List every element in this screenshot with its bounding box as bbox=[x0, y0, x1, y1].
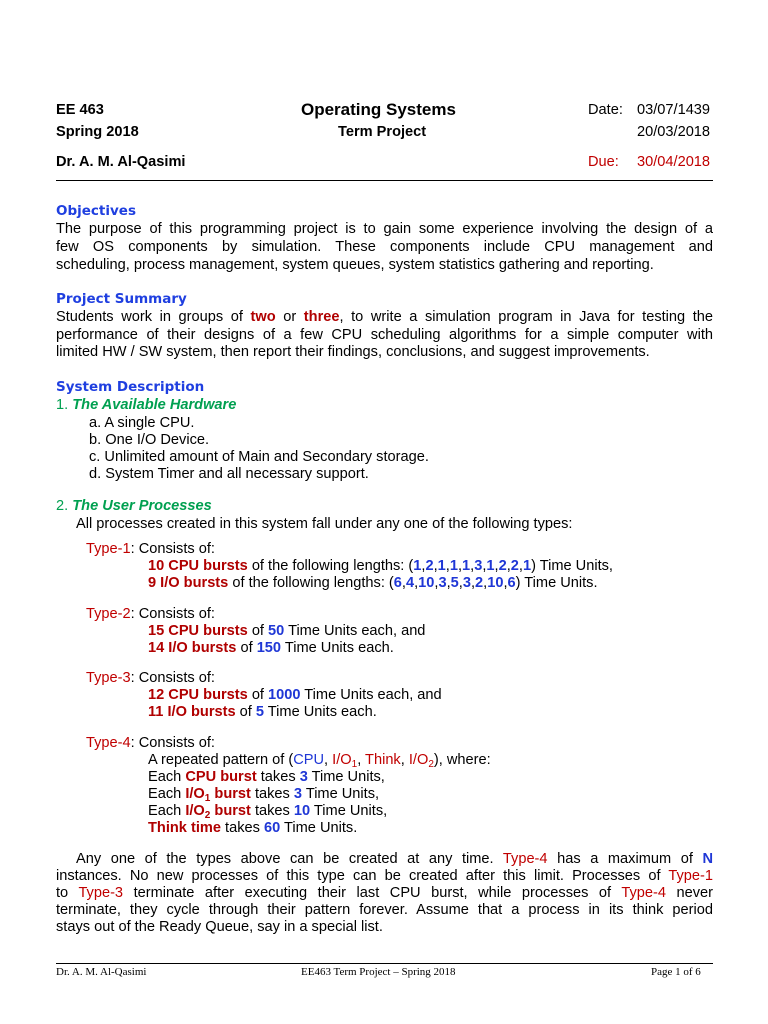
closing-line: terminate, they cycle through their pattern forever. Assume that a process in its think period bbox=[56, 902, 713, 918]
burst-length-value: 1 bbox=[413, 558, 422, 574]
closing-line: stays out of the Ready Queue, say in a special list. bbox=[56, 919, 383, 935]
type4-io2-line: Each $I/O_2$ burst takes 10 Time Units, bbox=[148, 803, 388, 821]
burst-length-value: 6 bbox=[507, 575, 516, 591]
footer-rule bbox=[56, 963, 713, 964]
hardware-item: b. One I/O Device. bbox=[89, 432, 210, 448]
burst-length-value: 3 bbox=[462, 575, 471, 591]
burst-length-value: 10 bbox=[418, 575, 435, 591]
hardware-item: c. Unlimited amount of Main and Secondary storage. bbox=[89, 449, 429, 465]
group-two: two bbox=[250, 309, 276, 325]
footer-title: EE463 Term Project – Spring 2018 bbox=[301, 966, 456, 978]
hardware-item: d. System Timer and all necessary support. bbox=[89, 466, 369, 482]
user-processes-heading: 2. The User Processes bbox=[56, 498, 212, 514]
burst-length-value: 2 bbox=[510, 558, 519, 574]
type3-heading: Type-3: Consists of: bbox=[86, 670, 215, 686]
burst-length-value: 1 bbox=[449, 558, 458, 574]
burst-length-value: 1 bbox=[437, 558, 446, 574]
summary-line: limited HW / SW system, then report their findings, conclusions, and suggest improvements. bbox=[56, 344, 650, 360]
type1-cpu-line: 10 CPU bursts of the following lengths: (1,2,1,1,1,3,1,2,2,1) Time Units, bbox=[148, 558, 613, 574]
term: Spring 2018 bbox=[56, 124, 139, 140]
type1-heading: Type-1: Consists of: bbox=[86, 541, 215, 557]
burst-length-value: 6 bbox=[393, 575, 402, 591]
closing-line: instances. No new processes of this type can be created after this limit. Processes of Type-1 bbox=[56, 868, 713, 884]
instructor: Dr. A. M. Al-Qasimi bbox=[56, 154, 186, 170]
summary-line: performance of their designs of a few CPU scheduling algorithms for a simple computer with bbox=[56, 327, 713, 343]
course-code: EE 463 bbox=[56, 102, 104, 118]
burst-length-value: 10 bbox=[487, 575, 504, 591]
burst-length-value: 2 bbox=[498, 558, 507, 574]
summary-line: Students work in groups of two or three, to write a simulation program in Java for testing the bbox=[56, 309, 714, 325]
hardware-heading: 1. The Available Hardware bbox=[56, 397, 237, 413]
header-rule bbox=[56, 180, 713, 181]
user-processes-intro: All processes created in this system fall under any one of the following types: bbox=[76, 516, 573, 532]
type1-io-line: 9 I/O bursts of the following lengths: (6,4,10,3,5,3,2,10,6) Time Units. bbox=[148, 575, 598, 591]
summary-heading: Project Summary bbox=[56, 291, 187, 307]
type4-cpu-line: Each CPU burst takes 3 Time Units, bbox=[148, 769, 385, 785]
type3-cpu-line: 12 CPU bursts of 1000 Time Units each, and bbox=[148, 687, 442, 703]
burst-length-value: 1 bbox=[486, 558, 495, 574]
burst-length-value: 2 bbox=[475, 575, 484, 591]
closing-line: Any one of the types above can be created at any time. Type-4 has a maximum of N bbox=[76, 851, 713, 867]
footer-page-number: Page 1 of 6 bbox=[651, 966, 701, 978]
due-label: Due: bbox=[588, 154, 619, 170]
date-hijri: 03/07/1439 bbox=[637, 102, 711, 118]
document-title: Operating Systems bbox=[301, 100, 456, 119]
date-gregorian: 20/03/2018 bbox=[637, 124, 711, 140]
date-label: Date: bbox=[588, 102, 623, 118]
objectives-line: scheduling, process management, system queues, system statistics gathering and reporting. bbox=[56, 257, 654, 273]
type4-pattern: A repeated pattern of (CPU, $I/O_1$, Think, $I/O_2$), where: bbox=[148, 752, 491, 770]
type4-think-line: Think time takes 60 Time Units. bbox=[148, 820, 358, 836]
type2-cpu-line: 15 CPU bursts of 50 Time Units each, and bbox=[148, 623, 426, 639]
footer-author: Dr. A. M. Al-Qasimi bbox=[56, 966, 147, 978]
type2-io-line: 14 I/O bursts of 150 Time Units each. bbox=[148, 640, 394, 656]
hardware-item: a. A single CPU. bbox=[89, 415, 195, 431]
type4-heading: Type-4: Consists of: bbox=[86, 735, 215, 751]
objectives-line: The purpose of this programming project is to gain some experience involving the design of a bbox=[56, 221, 713, 237]
burst-length-value: 2 bbox=[425, 558, 434, 574]
type3-io-line: 11 I/O bursts of 5 Time Units each. bbox=[148, 704, 377, 720]
type2-heading: Type-2: Consists of: bbox=[86, 606, 215, 622]
objectives-line: few OS components by simulation. These components include CPU management and bbox=[56, 239, 713, 255]
burst-length-value: 1 bbox=[522, 558, 532, 574]
objectives-heading: Objectives bbox=[56, 203, 136, 219]
due-date: 30/04/2018 bbox=[637, 154, 711, 170]
burst-length-value: 3 bbox=[438, 575, 447, 591]
burst-length-value: 1 bbox=[462, 558, 471, 574]
burst-length-value: 3 bbox=[474, 558, 483, 574]
closing-line: to Type-3 terminate after executing their last CPU burst, while processes of Type-4 never bbox=[56, 885, 714, 901]
group-three: three bbox=[303, 309, 340, 325]
system-heading: System Description bbox=[56, 379, 205, 395]
burst-length-value: 4 bbox=[405, 575, 415, 591]
type4-io1-line: Each $I/O_1$ burst takes 3 Time Units, bbox=[148, 786, 380, 804]
document-subtitle: Term Project bbox=[338, 124, 427, 140]
burst-length-value: 5 bbox=[450, 575, 459, 591]
